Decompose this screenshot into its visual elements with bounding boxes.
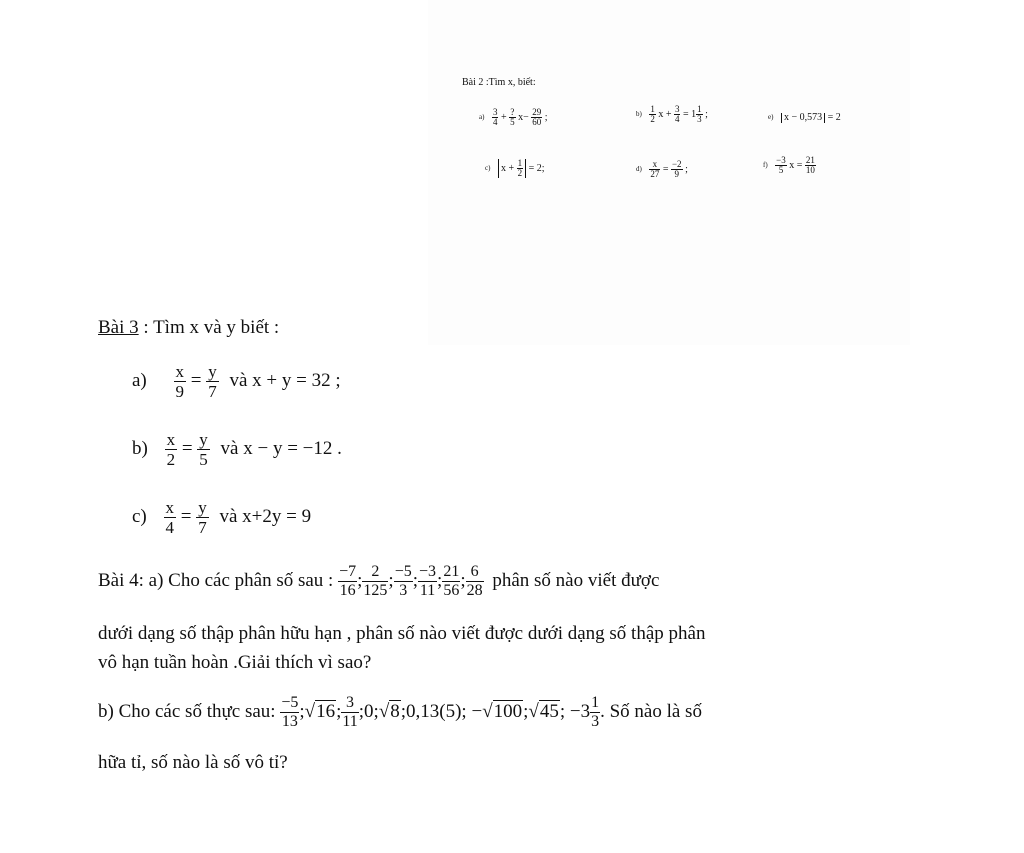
bai2-a-label: a)	[479, 113, 485, 121]
bai2-item-c: c) x + $\frac{1}{2}$ = 2;	[485, 158, 545, 178]
fraction: $\frac{x}{2}$	[166, 430, 176, 469]
bai4-b-line1: b) Cho các số thực sau: $\frac{-5}{13}$ ;√16; $\frac{3}{11}$ ;0;√8;0,13(5); −√100;√45; −3 $\frac{1}{3}$ . Số nào là số	[98, 694, 702, 730]
fraction: $\frac{1}{2}$	[517, 158, 523, 178]
bai3-a-label: a)	[132, 369, 147, 391]
bai2-title: Bài 2 :Tìm x, biết:	[462, 77, 536, 88]
bai3-item-a: a) $\frac{x}{9}$ = $\frac{y}{7}$ và x + y = 32 ;	[132, 362, 341, 401]
fraction: $\frac{3}{4}$	[492, 107, 498, 127]
absolute-value: x − 0,573	[781, 113, 825, 123]
bai3-b-label: b)	[132, 437, 148, 459]
separator: ;	[460, 569, 466, 591]
sqrt: √100	[482, 700, 523, 722]
fraction: $\frac{y}{7}$	[208, 362, 217, 401]
fraction: $\frac{-7}{16}$	[339, 563, 357, 599]
fraction: $\frac{21}{10}$	[805, 155, 815, 175]
separator: ;	[437, 569, 443, 591]
fraction: $\frac{-3}{11}$	[419, 563, 437, 599]
fraction: $\frac{-2}{9}$	[671, 159, 682, 179]
bai2-d-label: d)	[636, 165, 642, 173]
fraction-list	[338, 563, 484, 599]
separator: ;	[388, 569, 394, 591]
separator: ;	[412, 569, 418, 591]
fraction: $\frac{3}{4}$	[674, 104, 680, 124]
bai2-e-label: e)	[768, 113, 774, 122]
fraction: $\frac{x}{4}$	[165, 498, 175, 537]
bai4-a-line2: dưới dạng số thập phân hữu hạn , phân số nào viết được dưới dạng số thập phân	[98, 623, 706, 644]
fraction: $\frac{-5}{3}$	[394, 563, 412, 599]
bai3-item-b: b) $\frac{x}{2}$ = $\frac{y}{5}$ và x − y = −12 .	[132, 430, 342, 469]
bai3-c-label: c)	[132, 505, 147, 527]
bai2-f-label: f)	[763, 161, 768, 169]
separator: ;	[357, 569, 363, 591]
fraction: $\frac{y}{5}$	[199, 430, 208, 469]
bai2-b-label: b)	[636, 110, 642, 118]
fraction: $\frac{1}{3}$	[591, 694, 600, 730]
fraction: $\frac{6}{28}$	[466, 563, 483, 599]
sqrt: √8	[378, 700, 400, 722]
bai2-item-b: b) $\frac{1}{2}$ x + $\frac{3}{4}$ = 1 $\frac{1}{3}$ ;	[636, 104, 708, 124]
fraction: $\frac{x}{27}$	[650, 159, 660, 179]
fraction: $\frac{-5}{13}$	[281, 694, 299, 730]
sqrt: √16	[304, 700, 336, 722]
bai2-item-a: a) $\frac{3}{4}$ + $\frac{?}{5}$ x− $\frac{29}{60}$ ;	[479, 107, 548, 127]
fraction: $\frac{x}{9}$	[175, 362, 185, 401]
sqrt: √45	[528, 700, 559, 722]
bai2-c-label: c)	[485, 164, 491, 172]
fraction: $\frac{1}{3}$	[697, 104, 702, 124]
fraction: $\frac{21}{56}$	[443, 563, 460, 599]
fraction: $\frac{?}{5}$	[510, 107, 515, 127]
fraction: $\frac{1}{2}$	[650, 104, 655, 124]
fraction: $\frac{3}{11}$	[342, 694, 358, 730]
fraction: $\frac{-3}{5}$	[776, 155, 786, 175]
bai2-item-f: f) $\frac{-3}{5}$ x = $\frac{21}{10}$	[763, 155, 815, 175]
fraction: $\frac{29}{60}$	[532, 107, 542, 127]
bai4-a-line1: Bài 4: a) Cho các phân số sau : $\frac{-7}{16}$ ; $\frac{2}{125}$ ; $\frac{-5}{3}$ ; $\frac{-3}{11}$ ; $\frac{21}{56}$ ; $\frac{6}{28}$ phân số nào viết được	[98, 563, 660, 599]
bai3-item-c: c) $\frac{x}{4}$ = $\frac{y}{7}$ và x+2y = 9	[132, 498, 312, 537]
bai4-a-line3: vô hạn tuần hoàn .Giải thích vì sao?	[98, 652, 372, 673]
absolute-value: x + $\frac{1}{2}$	[498, 159, 526, 178]
fraction: $\frac{2}{125}$	[363, 563, 388, 599]
fraction: $\frac{y}{7}$	[198, 498, 207, 537]
bai4-b-line2: hữa tỉ, số nào là số vô tỉ?	[98, 752, 288, 773]
bai2-item-d: d) $\frac{x}{27}$ = $\frac{-2}{9}$ ;	[636, 159, 688, 179]
bai2-item-e: e) x − 0,573 = 2	[768, 112, 841, 123]
bai3-title: Bài 3 : Tìm x và y biết :	[98, 317, 280, 338]
